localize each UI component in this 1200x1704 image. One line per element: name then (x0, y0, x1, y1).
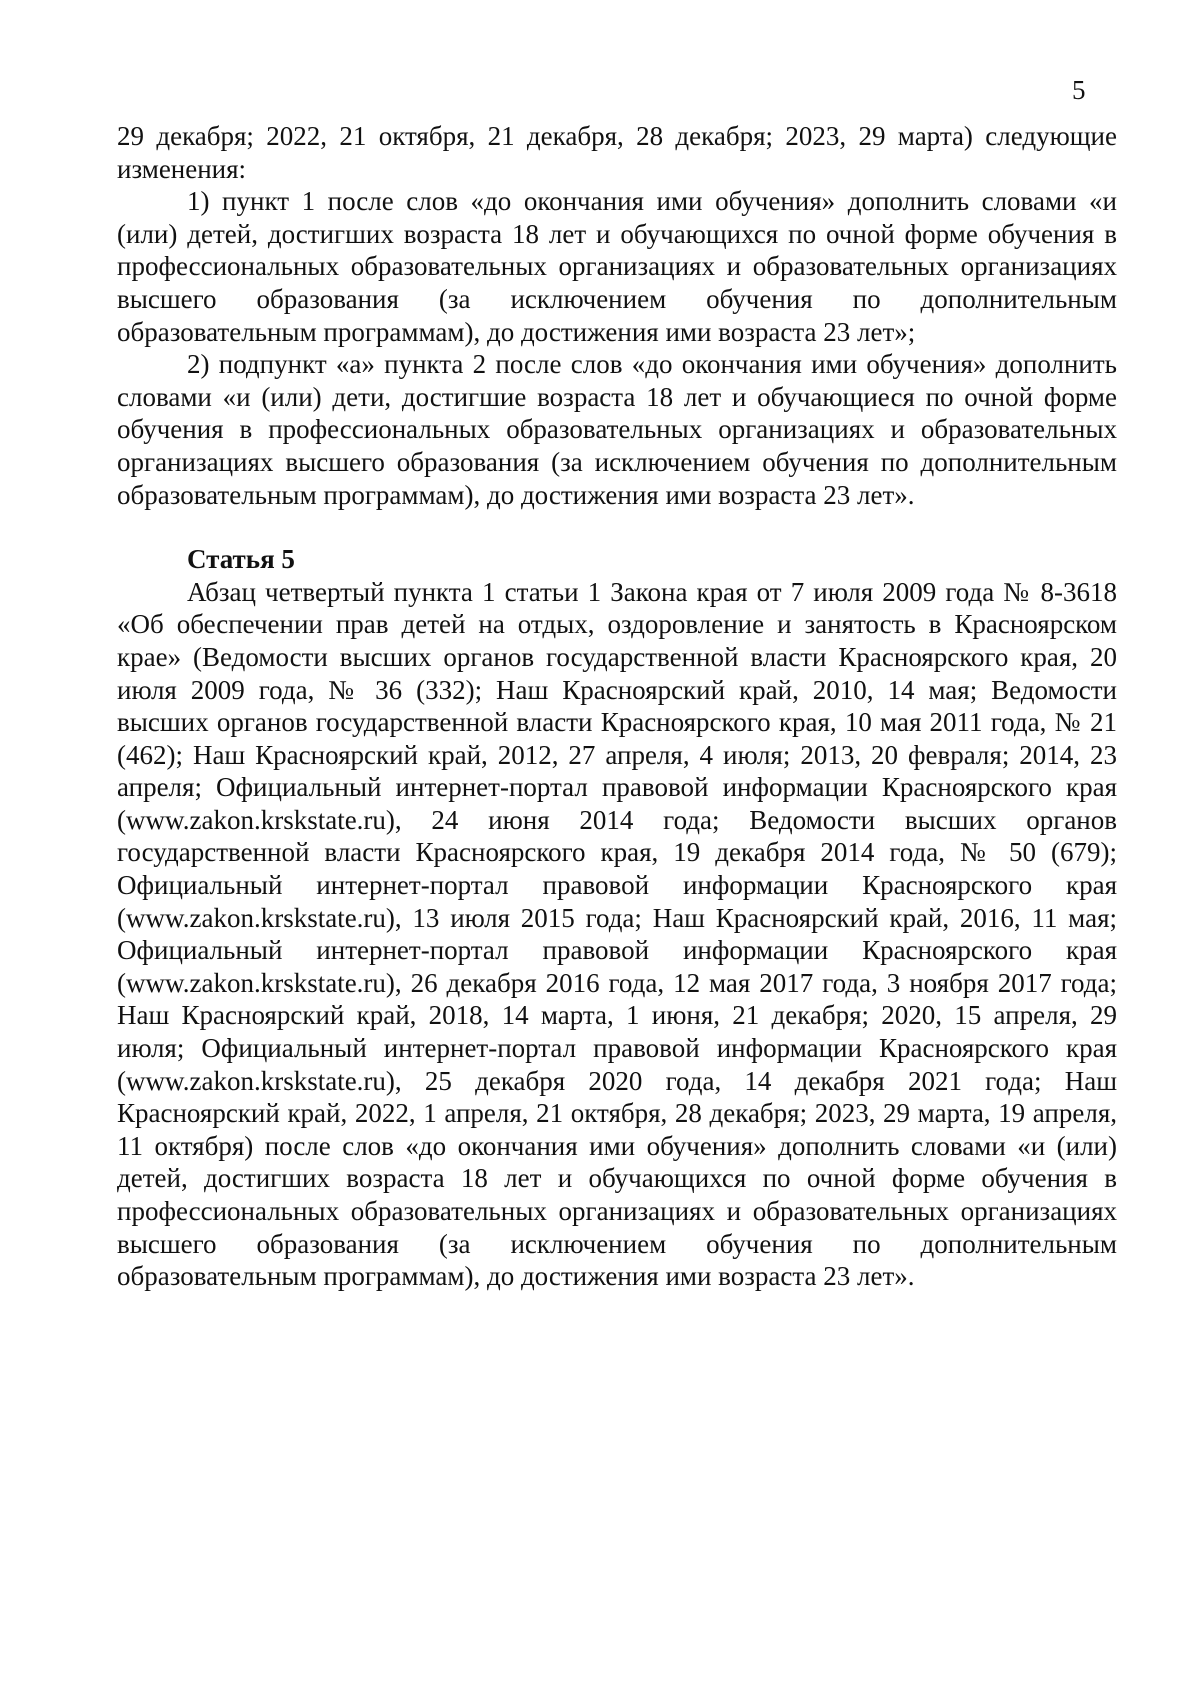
paragraph-item-2: 2) подпункт «а» пункта 2 после слов «до окончания ими обучения» дополнить словами «и (или) дети, достигшие возраста 18 лет и обучающиеся по очной форме обучения в профессиональных образовательных организациях и образовательных организациях высшего образования (за исключением обучения по дополнительным образовательным программам), до достижения ими возраста 23 лет». (117, 349, 1117, 510)
paragraph-continuation: 29 декабря; 2022, 21 октября, 21 декабря, 28 декабря; 2023, 29 марта) следующие изменения: (117, 121, 1117, 184)
page-number: 5 (1072, 75, 1086, 105)
section-spacer (117, 511, 1117, 543)
article-paragraph: Абзац четвертый пункта 1 статьи 1 Закона края от 7 июля 2009 года № 8-3618 «Об обеспечении прав детей на отдых, оздоровление и занятость в Красноярском крае» (Ведомости высших органов государственной власти Красноярского края, 20 июля 2009 года, № 36 (332); Наш Красноярский край, 2010, 14 мая; Ведомости высших органов государственной власти Красноярского края, 10 мая 2011 года, № 21 (462); Наш Красноярский край, 2012, 27 апреля, 4 июля; 2013, 20 февраля; 2014, 23 апреля; Официальный интернет-портал правовой информации Красноярского края (www.zakon.krskstate.ru), 24 июня 2014 года; Ведомости высших органов государственной власти Красноярского края, 19 декабря 2014 года, № 50 (679); Официальный интернет-портал правовой информации Красноярского края (www.zakon.krskstate.ru), 13 июля 2015 года; Наш Красноярский край, 2016, 11 мая; Официальный интернет-портал правовой информации Красноярского края (www.zakon.krskstate.ru), 26 декабря 2016 года, 12 мая 2017 года, 3 ноября 2017 года; Наш Красноярский край, 2018, 14 марта, 1 июня, 21 декабря; 2020, 15 апреля, 29 июля; Официальный интернет-портал правовой информации Красноярского края (www.zakon.krskstate.ru), 25 декабря 2020 года, 14 декабря 2021 года; Наш Красноярский край, 2022, 1 апреля, 21 октября, 28 декабря; 2023, 29 марта, 19 апреля, 11 октября) после слов «до окончания ими обучения» дополнить словами «и (или) детей, достигших возраста 18 лет и обучающихся по очной форме обучения в профессиональных образовательных организациях и образовательных организациях высшего образования (за исключением обучения по дополнительным образовательным программам), до достижения ими возраста 23 лет». (117, 576, 1117, 1292)
article-heading: Статья 5 (187, 544, 295, 575)
document-body (117, 120, 1117, 1293)
paragraph-item-1: 1) пункт 1 после слов «до окончания ими обучения» дополнить словами «и (или) детей, достигших возраста 18 лет и обучающихся по очной форме обучения в профессиональных образовательных организациях и образовательных организациях высшего образования (за исключением обучения по дополнительным образовательным программам), до достижения ими возраста 23 лет»; (117, 186, 1117, 347)
